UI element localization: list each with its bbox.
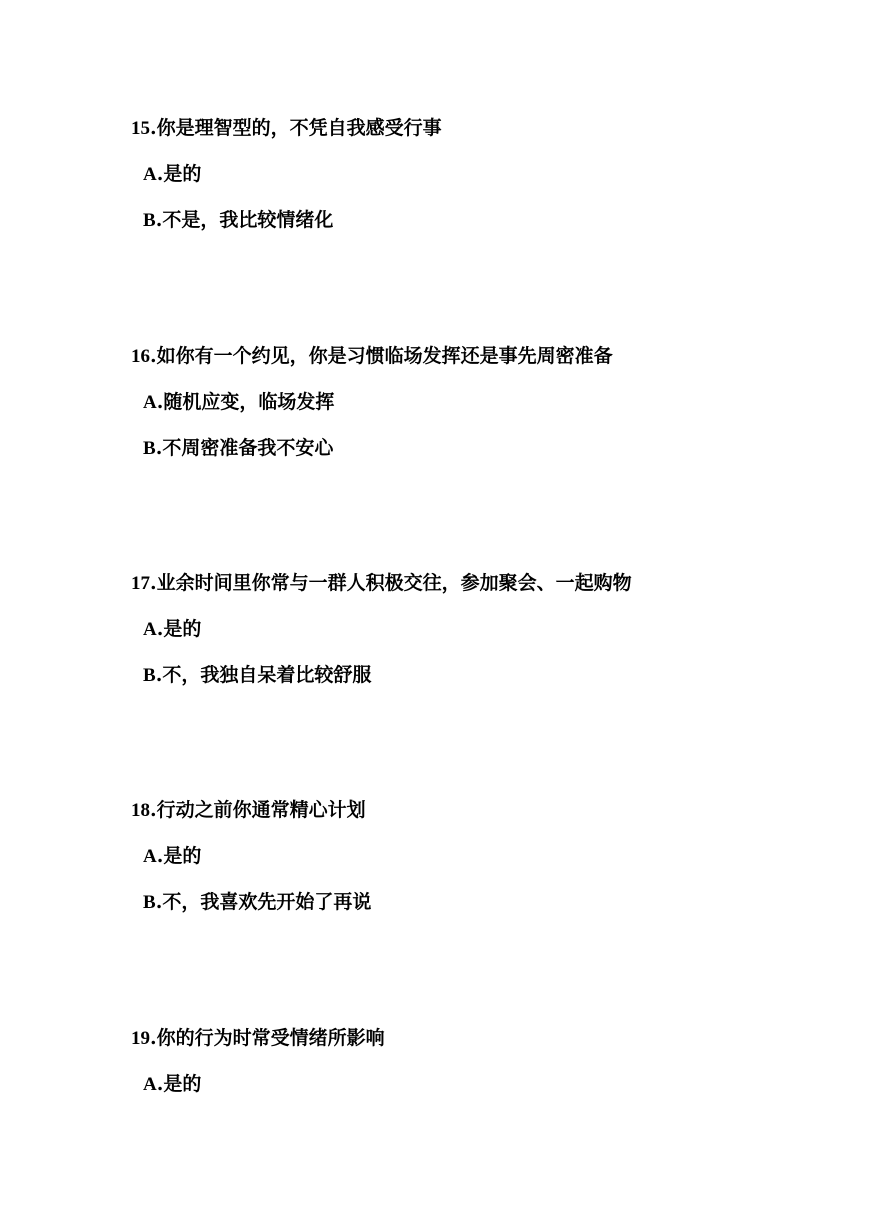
option-a [143,162,201,187]
question-stem [131,1026,385,1051]
question-stem [131,571,632,596]
option-letter: B [143,665,156,686]
option-text: 不是，我比较情绪化 [162,209,334,231]
question-text: 行动之前你通常精心计划 [156,799,366,821]
question-number: 17 [131,573,150,594]
option-letter: A [143,164,157,185]
option-letter: B [143,210,156,231]
option-text: 是的 [163,1073,202,1095]
option-text: 是的 [163,845,202,867]
number-separator: . [150,572,157,594]
question-stem [131,798,366,823]
option-letter: A [143,619,157,640]
option-b [143,663,371,688]
option-separator: . [156,163,164,185]
question-number: 16 [131,346,150,367]
option-text: 不周密准备我不安心 [162,437,334,459]
question-stem [131,116,442,141]
option-letter: A [143,846,157,867]
option-separator: . [155,664,163,686]
option-separator: . [155,209,163,231]
option-separator: . [156,391,164,413]
option-letter: B [143,892,156,913]
option-a [143,844,201,869]
option-separator: . [156,1073,164,1095]
option-b [143,890,371,915]
option-letter: A [143,392,157,413]
option-text: 是的 [163,618,202,640]
option-text: 随机应变，临场发挥 [163,391,335,413]
option-separator: . [155,891,163,913]
question-text: 业余时间里你常与一群人积极交往，参加聚会、一起购物 [156,572,632,594]
option-text: 不，我独自呆着比较舒服 [162,664,372,686]
option-separator: . [156,845,164,867]
option-separator: . [155,437,163,459]
question-number: 15 [131,118,150,139]
option-letter: A [143,1074,157,1095]
question-text: 你是理智型的，不凭自我感受行事 [156,117,442,139]
question-number: 19 [131,1028,150,1049]
option-b [143,436,333,461]
number-separator: . [150,345,157,367]
question-text: 你的行为时常受情绪所影响 [156,1027,385,1049]
option-text: 是的 [163,163,202,185]
option-separator: . [156,618,164,640]
question-number: 18 [131,800,150,821]
number-separator: . [150,799,157,821]
option-b [143,208,333,233]
option-a [143,1072,201,1097]
option-a [143,617,201,642]
number-separator: . [150,117,157,139]
question-stem [131,344,613,369]
option-a [143,390,334,415]
option-letter: B [143,438,156,459]
number-separator: . [150,1027,157,1049]
option-text: 不，我喜欢先开始了再说 [162,891,372,913]
question-text: 如你有一个约见，你是习惯临场发挥还是事先周密准备 [156,345,613,367]
